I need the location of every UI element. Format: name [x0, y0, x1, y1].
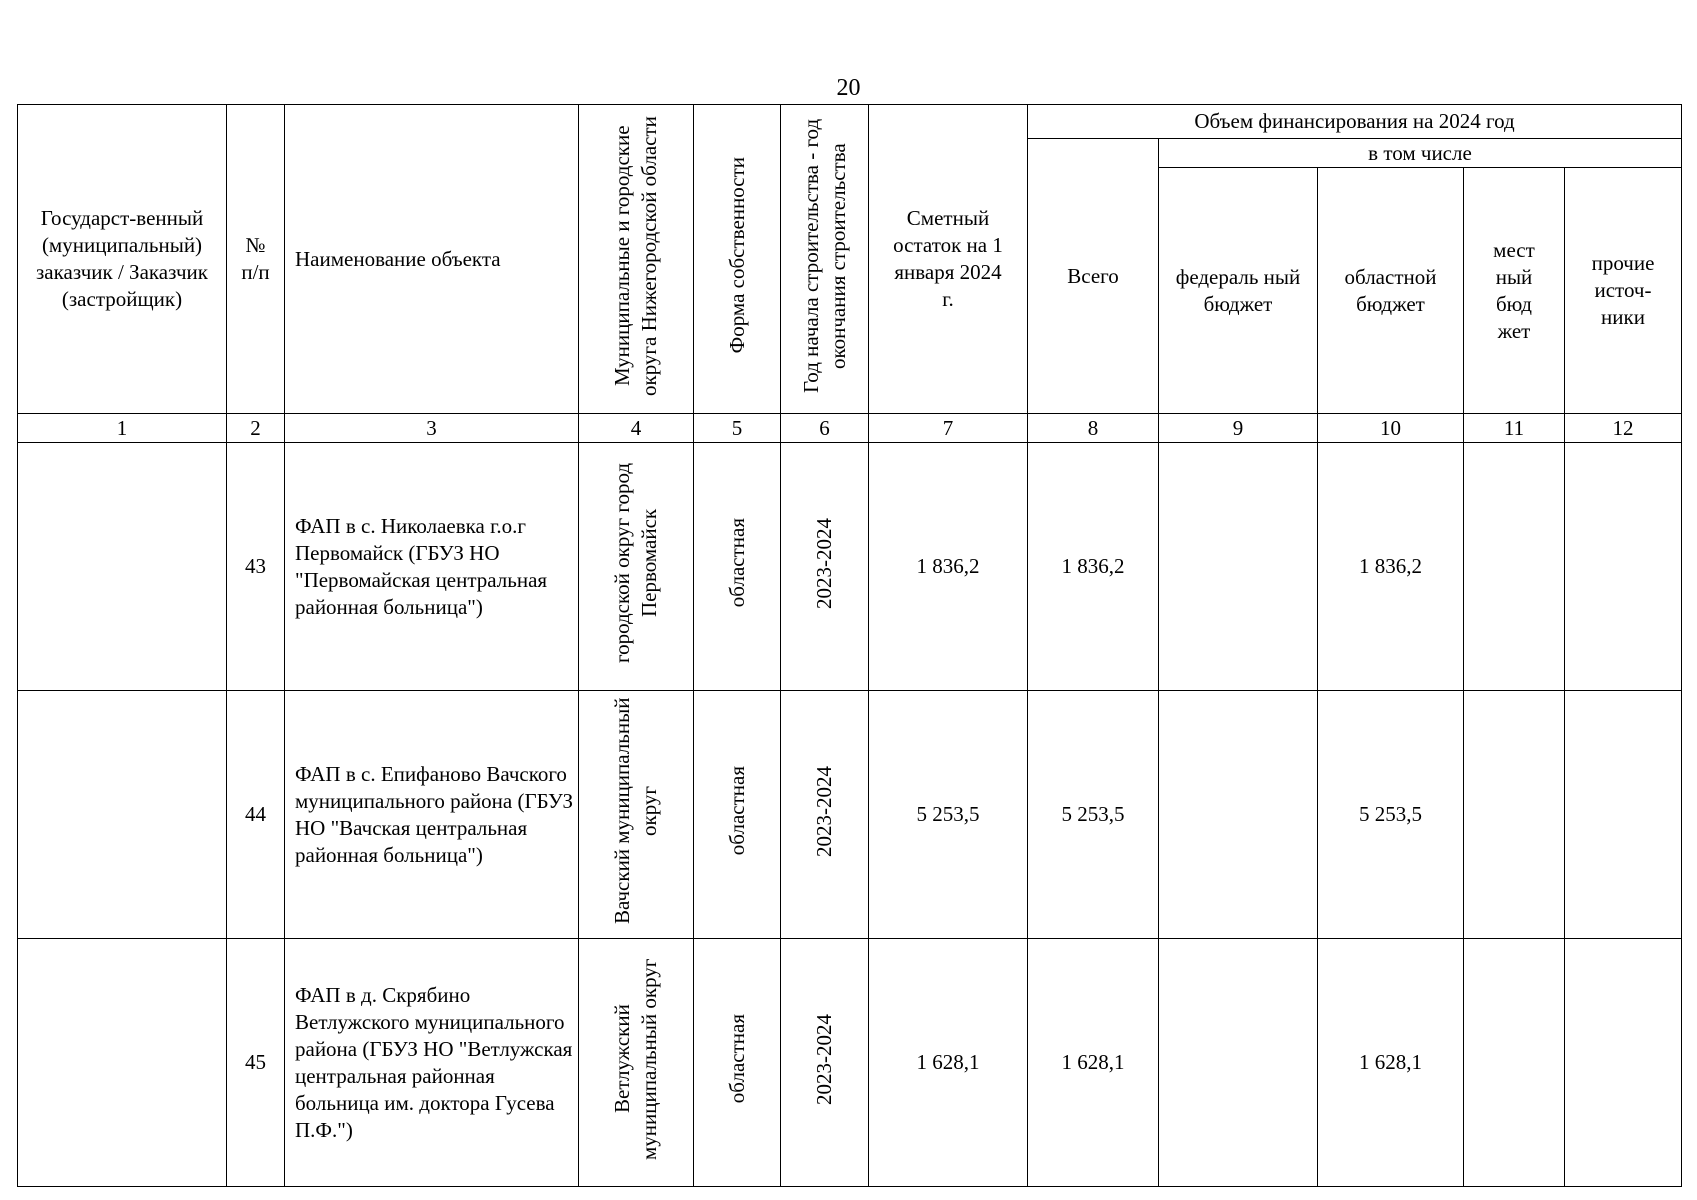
header-municipality — [579, 105, 694, 414]
row-regional: 1 628,1 — [1318, 939, 1464, 1187]
header-customer — [18, 105, 227, 414]
header-years-text: Год начала строительства - год окончания строительства — [798, 118, 850, 393]
row-customer — [18, 939, 227, 1187]
header-regional-text: областной бюджет — [1344, 264, 1437, 316]
row-balance: 1 628,1 — [869, 939, 1028, 1187]
row-balance: 1 836,2 — [869, 443, 1028, 691]
row-regional: 5 253,5 — [1318, 691, 1464, 939]
row-years — [781, 939, 869, 1187]
header-funding-group — [1028, 105, 1682, 139]
row-object-name-text: ФАП в с. Епифаново Вачского муниципального района (ГБУЗ НО "Вачская центральная районная больница") — [295, 761, 574, 867]
row-number: 45 — [227, 939, 285, 1187]
header-regional — [1318, 168, 1464, 414]
row-municipality-text: Ветлужский муниципальный округ — [610, 958, 661, 1160]
row-customer — [18, 443, 227, 691]
row-municipality-text: городской округ город Первомайск — [610, 462, 661, 664]
row-ownership-text: областная — [724, 766, 749, 856]
row-municipality — [579, 939, 694, 1187]
header-local — [1464, 168, 1565, 414]
header-ownership-text: Форма собственности — [724, 157, 749, 354]
column-number: 5 — [694, 414, 781, 443]
header-balance — [869, 105, 1028, 414]
column-number: 9 — [1159, 414, 1318, 443]
table-row — [18, 443, 1682, 691]
page-number: 20 — [836, 75, 861, 101]
row-total: 1 628,1 — [1028, 939, 1159, 1187]
header-balance-text: Сметный остаток на 1 января 2024 г. — [893, 206, 1003, 311]
header-federal — [1159, 168, 1318, 414]
row-years — [781, 443, 869, 691]
row-other — [1565, 939, 1682, 1187]
header-number — [227, 105, 285, 414]
header-including-text: в том числе — [1368, 140, 1472, 165]
header-customer-text: Государст-венный (муниципальный) заказчик / Заказчик (застройщик) — [36, 206, 208, 311]
header-total — [1028, 139, 1159, 414]
header-years — [781, 105, 869, 414]
row-object-name — [285, 691, 579, 939]
header-other-text: прочие источ-ники — [1591, 251, 1655, 329]
row-number: 44 — [227, 691, 285, 939]
row-federal — [1159, 443, 1318, 691]
row-municipality — [579, 443, 694, 691]
header-ownership — [694, 105, 781, 414]
row-object-name-text: ФАП в д. Скрябино Ветлужского муниципального района (ГБУЗ НО "Ветлужская центральная районная больница им. доктора Гусева П.Ф.") — [295, 982, 573, 1142]
row-years — [781, 691, 869, 939]
row-local — [1464, 691, 1565, 939]
header-object-name-text: Наименование объекта — [295, 246, 501, 271]
row-ownership — [694, 691, 781, 939]
row-object-name-text: ФАП в с. Николаевка г.о.г Первомайск (ГБУЗ НО "Первомайская центральная районная больница") — [295, 513, 548, 619]
column-number: 4 — [579, 414, 694, 443]
column-number: 10 — [1318, 414, 1464, 443]
table-row — [18, 939, 1682, 1187]
column-number: 11 — [1464, 414, 1565, 443]
row-local — [1464, 443, 1565, 691]
column-number: 3 — [285, 414, 579, 443]
column-number: 7 — [869, 414, 1028, 443]
row-ownership — [694, 939, 781, 1187]
header-including — [1159, 139, 1682, 168]
header-total-text: Всего — [1067, 263, 1119, 288]
row-ownership — [694, 443, 781, 691]
header-object-name — [285, 105, 579, 414]
header-local-text: мест ный бюд жет — [1493, 237, 1535, 343]
header-federal-text: федераль ный бюджет — [1175, 264, 1301, 316]
row-number: 43 — [227, 443, 285, 691]
row-federal — [1159, 691, 1318, 939]
row-ownership-text: областная — [724, 518, 749, 608]
column-number: 8 — [1028, 414, 1159, 443]
header-row-1 — [18, 105, 1682, 139]
row-municipality — [579, 691, 694, 939]
row-years-text: 2023-2024 — [812, 765, 836, 857]
row-total: 1 836,2 — [1028, 443, 1159, 691]
row-ownership-text: областная — [724, 1014, 749, 1104]
column-number: 1 — [18, 414, 227, 443]
header-other — [1565, 168, 1682, 414]
funding-table — [17, 104, 1682, 1187]
row-years-text: 2023-2024 — [812, 517, 836, 609]
row-years-text: 2023-2024 — [812, 1013, 836, 1105]
row-local — [1464, 939, 1565, 1187]
table-row — [18, 691, 1682, 939]
column-number: 6 — [781, 414, 869, 443]
column-number-row — [18, 414, 1682, 443]
column-number: 2 — [227, 414, 285, 443]
row-balance: 5 253,5 — [869, 691, 1028, 939]
header-number-text: № п/п — [241, 233, 270, 284]
row-regional: 1 836,2 — [1318, 443, 1464, 691]
row-object-name — [285, 939, 579, 1187]
row-municipality-text: Вачский муниципальный округ — [610, 697, 661, 925]
row-other — [1565, 691, 1682, 939]
row-federal — [1159, 939, 1318, 1187]
row-total: 5 253,5 — [1028, 691, 1159, 939]
row-customer — [18, 691, 227, 939]
row-other — [1565, 443, 1682, 691]
header-funding-group-text: Объем финансирования на 2024 год — [1194, 109, 1515, 133]
header-municipality-text: Муниципальные и городские округа Нижегородской области — [610, 115, 661, 396]
column-number: 12 — [1565, 414, 1682, 443]
row-object-name — [285, 443, 579, 691]
